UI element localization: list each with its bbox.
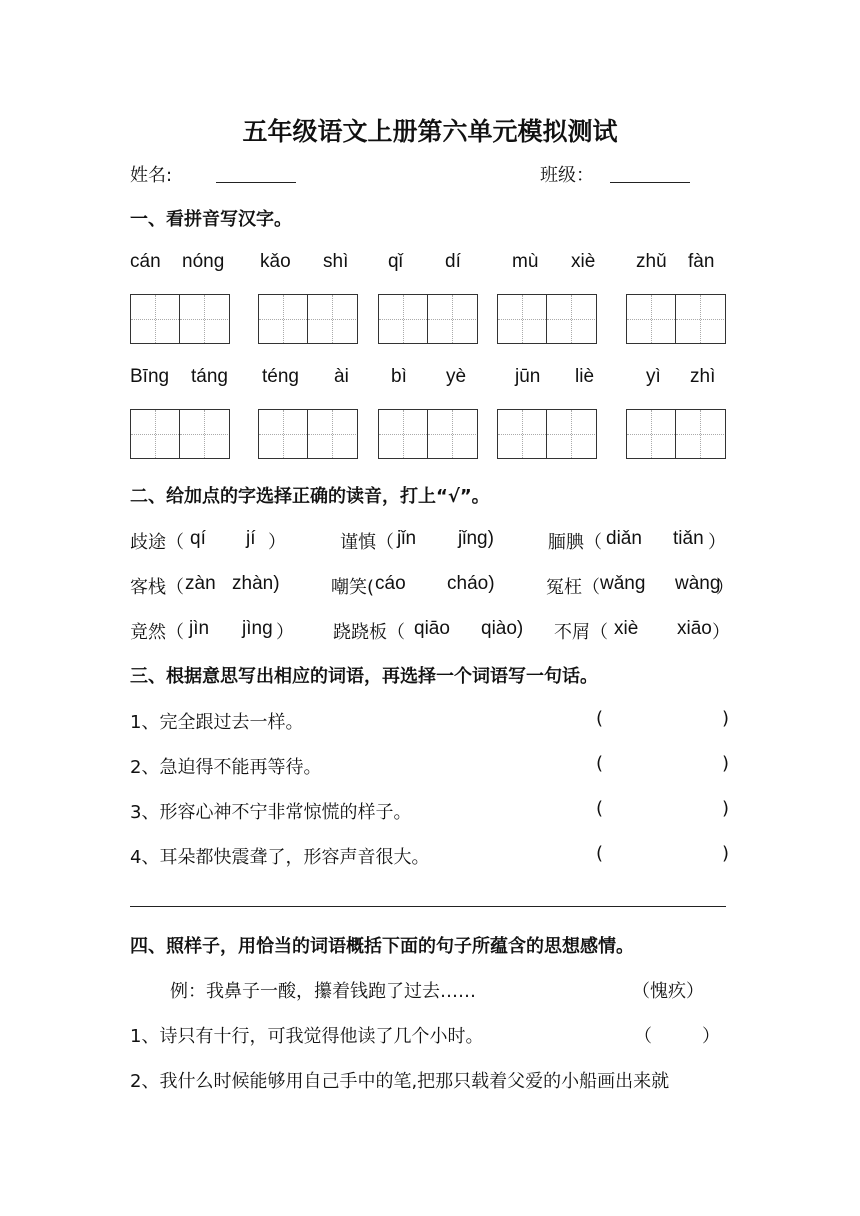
- pinyin-option[interactable]: qiào): [481, 618, 524, 639]
- writing-grid[interactable]: [378, 294, 478, 344]
- word: 谨慎（: [340, 532, 394, 553]
- paren: ）: [712, 622, 730, 643]
- pinyin-option[interactable]: wǎng: [600, 573, 646, 594]
- answer-paren-open[interactable]: (: [596, 753, 604, 774]
- sentence-writing-line[interactable]: [130, 906, 726, 907]
- item-text: 1、诗只有十行，可我觉得他读了几个小时。: [130, 1026, 484, 1047]
- section2-heading: 二、给加点的字选择正确的读音，打上“√”。: [130, 486, 490, 507]
- pinyin: mù: [512, 251, 539, 272]
- writing-grid[interactable]: [626, 294, 726, 344]
- word: 不屑（: [554, 622, 608, 643]
- writing-grid[interactable]: [378, 409, 478, 459]
- pinyin-option[interactable]: tiǎn: [673, 528, 704, 549]
- pinyin: zhì: [690, 366, 716, 387]
- example-text: 例：我鼻子一酸，攥着钱跑了过去……: [170, 981, 476, 1002]
- item-text: 2、我什么时候能够用自己手中的笔,把那只载着父爱的小船画出来就: [130, 1071, 670, 1092]
- pinyin-option[interactable]: jìng: [242, 618, 273, 639]
- class-label: 班级：: [540, 165, 594, 186]
- class-blank[interactable]: [610, 162, 690, 183]
- pinyin-option[interactable]: wàng: [675, 573, 721, 594]
- pinyin: ài: [334, 366, 349, 387]
- pinyin-option[interactable]: jǐn: [397, 528, 417, 549]
- pinyin: liè: [575, 366, 595, 387]
- word: 客栈（: [130, 577, 184, 598]
- definition-text: 2、急迫得不能再等待。: [130, 757, 322, 778]
- pinyin: dí: [445, 251, 461, 272]
- section3-heading: 三、根据意思写出相应的词语，再选择一个词语写一句话。: [130, 666, 598, 687]
- writing-grid[interactable]: [258, 294, 358, 344]
- pinyin: téng: [262, 366, 299, 387]
- pinyin-option[interactable]: zàn: [185, 573, 216, 594]
- word: 冤枉（: [546, 577, 600, 598]
- writing-grid[interactable]: [626, 409, 726, 459]
- pinyin: yè: [446, 366, 467, 387]
- pinyin-option[interactable]: jǐng): [458, 528, 494, 549]
- paren: ）: [708, 532, 726, 553]
- word: 歧途（: [130, 532, 184, 553]
- writing-grid[interactable]: [130, 294, 230, 344]
- pinyin-option[interactable]: qiāo: [414, 618, 450, 639]
- pinyin-option[interactable]: jí: [246, 528, 256, 549]
- section1-heading: 一、看拼音写汉字。: [130, 209, 292, 230]
- word: 跷跷板（: [333, 622, 405, 643]
- pinyin: nóng: [182, 251, 225, 272]
- writing-grid[interactable]: [497, 409, 597, 459]
- pinyin: xiè: [571, 251, 596, 272]
- pinyin: cán: [130, 251, 161, 272]
- writing-grid[interactable]: [497, 294, 597, 344]
- pinyin-option[interactable]: cháo): [447, 573, 495, 594]
- definition-text: 1、完全跟过去一样。: [130, 712, 304, 733]
- answer-paren-open[interactable]: (: [596, 843, 604, 864]
- answer-paren-open[interactable]: (: [596, 798, 604, 819]
- answer-paren-open[interactable]: （: [634, 1026, 652, 1047]
- answer-paren-open[interactable]: (: [596, 708, 604, 729]
- pinyin-option[interactable]: qí: [190, 528, 206, 549]
- pinyin: zhǔ: [636, 251, 667, 272]
- word: 竟然（: [130, 622, 184, 643]
- pinyin: yì: [646, 366, 661, 387]
- pinyin: qǐ: [388, 251, 403, 272]
- writing-grid[interactable]: [130, 409, 230, 459]
- pinyin-option[interactable]: xiāo: [677, 618, 712, 639]
- pinyin-option[interactable]: jìn: [189, 618, 210, 639]
- name-blank[interactable]: [216, 162, 296, 183]
- section4-heading: 四、照样子，用恰当的词语概括下面的句子所蕴含的思想感情。: [130, 936, 634, 957]
- example-answer: （愧疚）: [632, 981, 704, 1002]
- answer-paren-close[interactable]: ): [722, 753, 730, 774]
- name-label: 姓名:: [130, 165, 173, 186]
- pinyin-option[interactable]: cáo: [375, 573, 406, 594]
- paren: ）: [716, 577, 734, 598]
- pinyin-option[interactable]: diǎn: [606, 528, 642, 549]
- pinyin: kǎo: [260, 251, 291, 272]
- pinyin-option[interactable]: zhàn): [232, 573, 280, 594]
- answer-paren-close[interactable]: ): [722, 843, 730, 864]
- paren: ）: [268, 532, 286, 553]
- definition-text: 3、形容心神不宁非常惊慌的样子。: [130, 802, 412, 823]
- pinyin: Bīng: [130, 366, 170, 387]
- pinyin: fàn: [688, 251, 715, 272]
- definition-text: 4、耳朵都快震聋了，形容声音很大。: [130, 847, 430, 868]
- answer-paren-close[interactable]: ）: [702, 1026, 720, 1047]
- word: 腼腆（: [548, 532, 602, 553]
- pinyin: shì: [323, 251, 349, 272]
- word: 嘲笑(: [331, 577, 375, 598]
- pinyin-option[interactable]: xiè: [614, 618, 639, 639]
- answer-paren-close[interactable]: ): [722, 708, 730, 729]
- page-title: 五年级语文上册第六单元模拟测试: [242, 117, 618, 146]
- pinyin: táng: [191, 366, 228, 387]
- writing-grid[interactable]: [258, 409, 358, 459]
- answer-paren-close[interactable]: ): [722, 798, 730, 819]
- paren: ）: [276, 622, 294, 643]
- pinyin: bì: [391, 366, 407, 387]
- pinyin: jūn: [515, 366, 541, 387]
